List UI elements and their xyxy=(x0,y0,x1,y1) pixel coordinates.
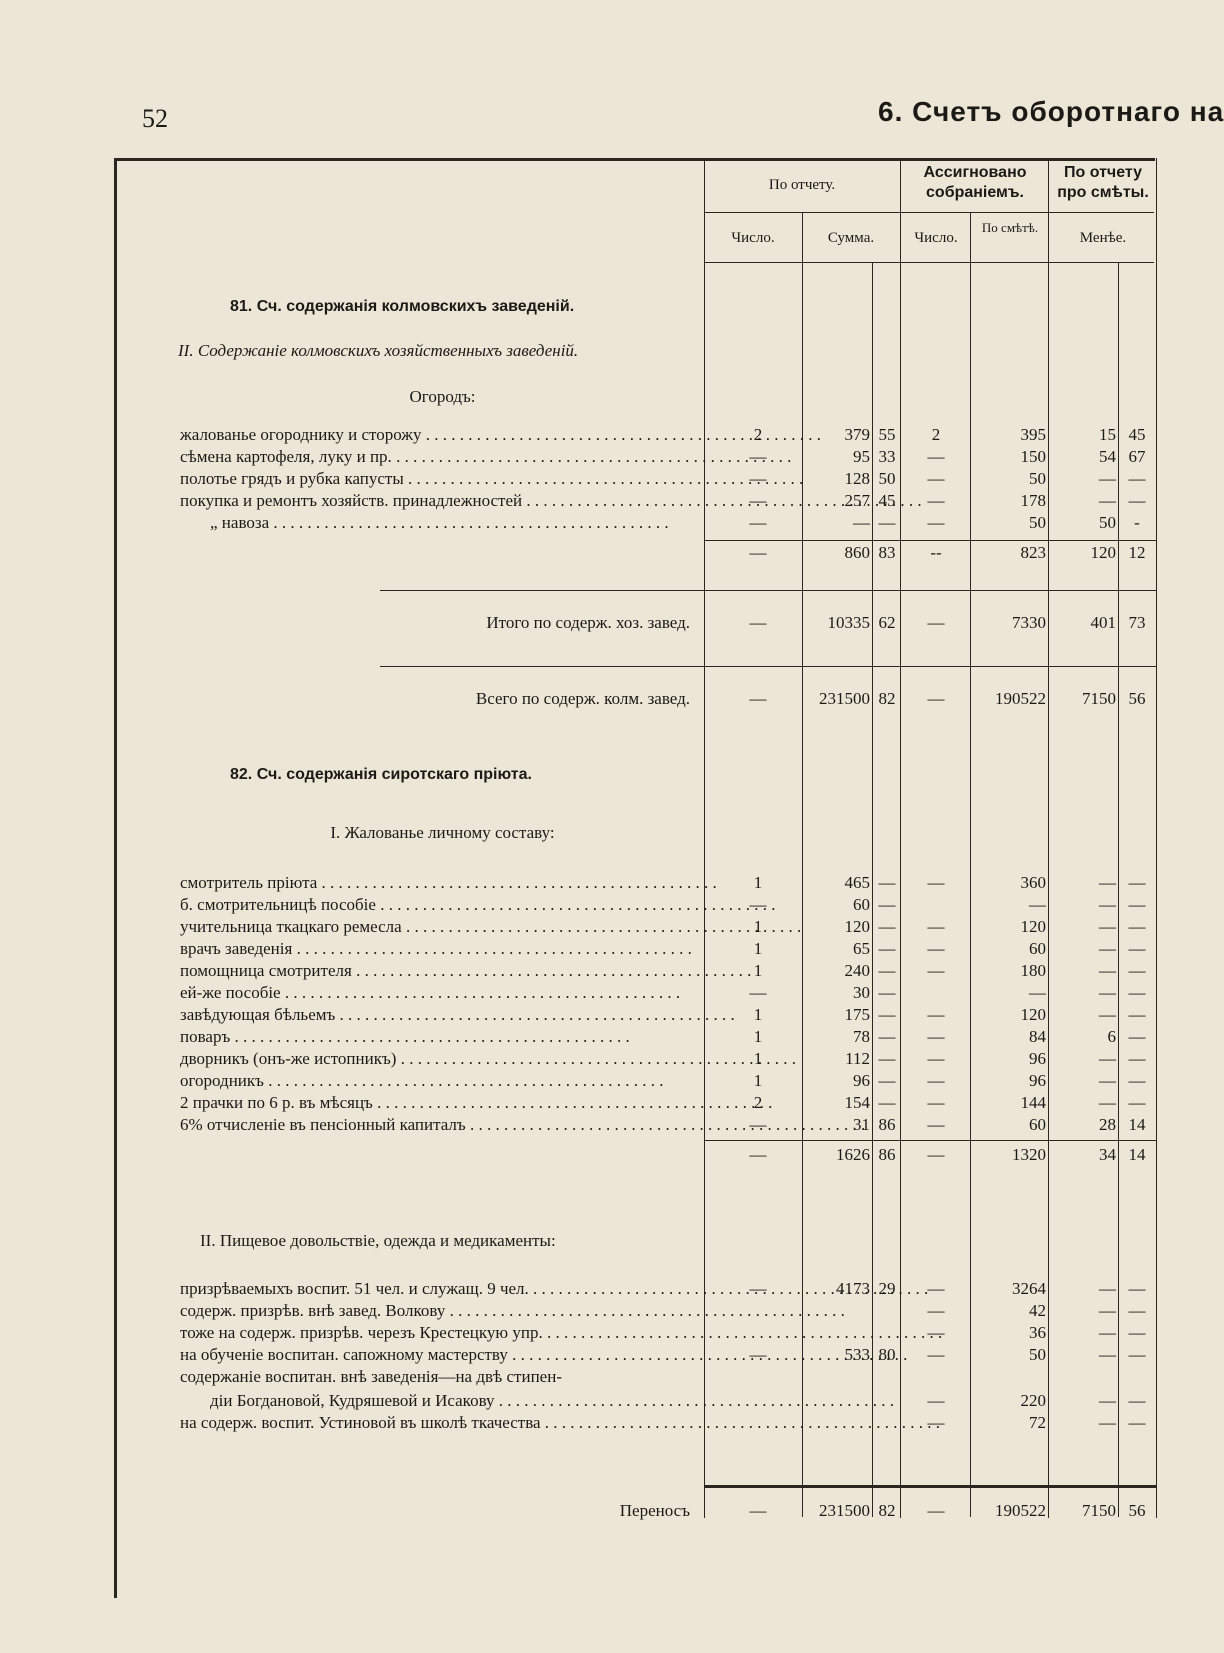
cell-kop1: — xyxy=(878,961,896,980)
cell-kop1: — xyxy=(878,1027,896,1046)
header-menee: Менѣе. xyxy=(1079,230,1127,246)
cell-rub3: — xyxy=(1099,1093,1116,1112)
row-label: Итого по содерж. хоз. завед. xyxy=(486,613,690,632)
cell-rub3: 34 xyxy=(1099,1145,1116,1164)
cell-rub3: — xyxy=(1099,491,1116,510)
cell-sum2: 60 xyxy=(1029,939,1046,958)
row-smotritel xyxy=(0,872,1184,894)
cell-num1: 1 xyxy=(753,1005,763,1024)
cell-rub1: 30 xyxy=(853,983,870,1002)
row-label: сѣмена картофеля, луку и пр. . . . xyxy=(180,446,705,468)
cell-num2: — xyxy=(927,1071,945,1090)
cell-num1: — xyxy=(749,689,767,708)
cell-kop3: — xyxy=(1128,961,1146,980)
cell-sum2: 823 xyxy=(1020,543,1046,562)
cell-num1: 2 xyxy=(753,1093,763,1112)
cell-num2: — xyxy=(927,873,945,892)
cell-kop3: — xyxy=(1128,873,1146,892)
cell-sum2: 60 xyxy=(1029,1115,1046,1134)
cell-kop1: 33 xyxy=(878,447,896,466)
cell-num2: — xyxy=(927,1301,945,1320)
cell-num2: — xyxy=(927,1279,945,1298)
cell-sum2: 190522 xyxy=(995,1501,1046,1520)
cell-num2: — xyxy=(927,1391,945,1410)
cell-num1: — xyxy=(749,543,767,562)
heading-81 xyxy=(0,296,1184,318)
cell-kop3: 14 xyxy=(1128,1115,1146,1134)
cell-rub1: 175 xyxy=(844,1005,870,1024)
cell-rub3: — xyxy=(1099,1071,1116,1090)
cell-kop1: 62 xyxy=(878,613,896,632)
cell-sum2: 50 xyxy=(1029,513,1046,532)
table-top-rule xyxy=(115,158,1155,161)
row-vsego-kolm xyxy=(0,688,1184,710)
row-label: смотритель пріюта . . . xyxy=(180,872,705,894)
cell-kop3: 73 xyxy=(1128,613,1146,632)
cell-num1: — xyxy=(749,613,767,632)
row-label: 82. Сч. содержанія сиротскаго пріюта. xyxy=(230,766,532,783)
cell-kop1: 82 xyxy=(878,689,896,708)
cell-num2: — xyxy=(927,917,945,936)
row-label: на содерж. воспит. Устиновой въ школѣ ткачества . . . xyxy=(180,1412,705,1434)
cell-sum2: 96 xyxy=(1029,1049,1046,1068)
cell-rub3: 6 xyxy=(1107,1027,1116,1046)
row-label: врачъ заведенія . . . xyxy=(180,938,705,960)
row-stipendii-1 xyxy=(0,1366,1184,1388)
cell-rub3: — xyxy=(1099,1279,1116,1298)
cell-num2: — xyxy=(927,513,945,532)
row-povar xyxy=(0,1026,1184,1048)
cell-rub3: — xyxy=(1099,895,1116,914)
cell-rub1: 231500 xyxy=(819,689,870,708)
cell-num2: — xyxy=(927,1049,945,1068)
cell-num1: — xyxy=(749,513,767,532)
cell-kop1: — xyxy=(878,513,896,532)
subtotal-rule-2 xyxy=(380,590,1156,591)
cell-num1: — xyxy=(749,491,767,510)
row-label: 81. Сч. содержанія колмовскихъ заведеній. xyxy=(230,298,575,315)
cell-rub1: 154 xyxy=(844,1093,870,1112)
row-label: призрѣваемыхъ воспит. 51 чел. и служащ. 9 чел. . . . xyxy=(180,1278,705,1300)
cell-sum2: 36 xyxy=(1029,1323,1046,1342)
row-navoz xyxy=(0,512,1184,534)
cell-kop1: — xyxy=(878,873,896,892)
row-label: II. Содержаніе колмовскихъ хозяйственныхъ заведеній. xyxy=(178,341,579,360)
row-label: діи Богдановой, Кудряшевой и Исакову . . . xyxy=(210,1390,735,1412)
cell-num2: — xyxy=(927,469,945,488)
header-chislo2: Число. xyxy=(914,230,958,246)
row-label: помощница смотрителя . . . xyxy=(180,960,705,982)
cell-num1: 1 xyxy=(753,939,763,958)
cell-kop1: 29 xyxy=(878,1279,896,1298)
cell-rub3: 7150 xyxy=(1082,1501,1116,1520)
row-prachki xyxy=(0,1092,1184,1114)
header-summa: Сумма. xyxy=(827,230,875,246)
row-perenos xyxy=(0,1500,1184,1522)
cell-num2: — xyxy=(927,689,945,708)
cell-kop1: — xyxy=(878,983,896,1002)
cell-sum2: 7330 xyxy=(1012,613,1046,632)
cell-rub1: 240 xyxy=(844,961,870,980)
row-pomoshnica xyxy=(0,960,1184,982)
cell-rub1: 95 xyxy=(853,447,870,466)
cell-rub1: 860 xyxy=(844,543,870,562)
heading-82 xyxy=(0,764,1184,786)
cell-rub1: 112 xyxy=(845,1049,870,1068)
cell-num1: — xyxy=(749,1115,767,1134)
cell-num2: — xyxy=(927,1027,945,1046)
cell-num2: 2 xyxy=(931,425,941,444)
row-uchitelnica xyxy=(0,916,1184,938)
cell-rub3: 54 xyxy=(1099,447,1116,466)
cell-sum2: 50 xyxy=(1029,469,1046,488)
cell-rub3: — xyxy=(1099,1323,1116,1342)
row-prizrevaemyh xyxy=(0,1278,1184,1300)
row-zaveduyushaya xyxy=(0,1004,1184,1026)
cell-rub1: 96 xyxy=(853,1071,870,1090)
page-number: 52 xyxy=(142,104,168,133)
cell-rub1: 65 xyxy=(853,939,870,958)
cell-rub1: 120 xyxy=(844,917,870,936)
cell-rub1: 60 xyxy=(853,895,870,914)
cell-rub3: — xyxy=(1099,1413,1116,1432)
cell-num1: — xyxy=(749,469,767,488)
cell-rub1: 78 xyxy=(853,1027,870,1046)
row-label: покупка и ремонтъ хозяйств. принадлежностей . . . xyxy=(180,490,705,512)
cell-rub3: — xyxy=(1099,1391,1116,1410)
cell-kop1: — xyxy=(878,939,896,958)
cell-num2: — xyxy=(927,1145,945,1164)
cell-num1: — xyxy=(749,1345,767,1364)
cell-rub3: — xyxy=(1099,1049,1116,1068)
cell-num1: — xyxy=(749,1145,767,1164)
subtotal-rule-1 xyxy=(704,540,1156,541)
cell-num1: 1 xyxy=(753,1071,763,1090)
row-subtotal-zhalovanie xyxy=(0,1144,1184,1166)
cell-num1: 1 xyxy=(753,917,763,936)
cell-num1: 1 xyxy=(753,961,763,980)
row-ustinovoy xyxy=(0,1412,1184,1434)
cell-rub3: — xyxy=(1099,873,1116,892)
cell-kop3: 67 xyxy=(1128,447,1146,466)
row-volkovu xyxy=(0,1300,1184,1322)
cell-kop1: 86 xyxy=(878,1145,896,1164)
cell-num1: 1 xyxy=(753,873,763,892)
row-otchislenie xyxy=(0,1114,1184,1136)
subheading-hoz xyxy=(0,340,1184,362)
cell-kop3: — xyxy=(1128,983,1146,1002)
row-label: 2 прачки по 6 р. въ мѣсяцъ . . . xyxy=(180,1092,705,1114)
row-label: I. Жалованье личному составу: xyxy=(330,823,555,842)
cell-rub1: 4173 xyxy=(836,1279,870,1298)
header-po-otchetu: По отчету. xyxy=(768,177,836,193)
cell-kop1: 82 xyxy=(878,1501,896,1520)
cell-kop1: 80 xyxy=(878,1345,896,1364)
row-label: тоже на содерж. призрѣв. черезъ Крестецкую упр. . . . xyxy=(180,1322,705,1344)
cell-kop1: — xyxy=(878,917,896,936)
row-label: б. смотрительницѣ пособіе . . . xyxy=(180,894,705,916)
cell-sum2: 3264 xyxy=(1012,1279,1046,1298)
cell-kop3: — xyxy=(1128,1301,1146,1320)
cell-rub3: 15 xyxy=(1099,425,1116,444)
cell-sum2: 178 xyxy=(1020,491,1046,510)
subheading-zhalovanie xyxy=(0,822,1184,844)
row-krestetskaya xyxy=(0,1322,1184,1344)
cell-rub3: — xyxy=(1099,917,1116,936)
header-chislo: Число. xyxy=(731,230,775,246)
cell-kop3: 45 xyxy=(1128,425,1146,444)
row-stipendii-2 xyxy=(0,1390,1184,1412)
cell-sum2: 395 xyxy=(1020,425,1046,444)
cell-rub1: 10335 xyxy=(827,613,870,632)
page-title: 6. Счетъ оборотнаго на xyxy=(878,96,1224,127)
cell-num2: — xyxy=(927,1005,945,1024)
subtotal-rule-3 xyxy=(380,666,1156,667)
cell-rub3: — xyxy=(1099,1345,1116,1364)
row-label: Всего по содерж. колм. завед. xyxy=(475,689,690,708)
cell-rub3: — xyxy=(1099,1005,1116,1024)
cell-rub1: 128 xyxy=(844,469,870,488)
cell-kop3: — xyxy=(1128,1279,1146,1298)
cell-sum2: — xyxy=(1029,895,1046,914)
cell-sum2: 360 xyxy=(1020,873,1046,892)
row-label: на обученіе воспитан. сапожному мастерству . . . xyxy=(180,1344,705,1366)
cell-kop3: — xyxy=(1128,1413,1146,1432)
cell-kop3: — xyxy=(1128,1027,1146,1046)
row-label: огородникъ . . . xyxy=(180,1070,705,1092)
carry-rule xyxy=(704,1485,1156,1488)
subtotal-rule-4 xyxy=(704,1140,1156,1141)
cell-kop3: — xyxy=(1128,939,1146,958)
cell-rub3: — xyxy=(1099,1301,1116,1320)
cell-kop3: 56 xyxy=(1128,689,1146,708)
cell-sum2: 120 xyxy=(1020,917,1046,936)
cell-num2: — xyxy=(927,447,945,466)
cell-kop3: 56 xyxy=(1128,1501,1146,1520)
cell-kop1: — xyxy=(878,1093,896,1112)
cell-num1: — xyxy=(749,895,767,914)
cell-kop1: 50 xyxy=(878,469,896,488)
cell-sum2: — xyxy=(1029,983,1046,1002)
row-posobie xyxy=(0,894,1184,916)
row-label: завѣдующая бѣльемъ . . . xyxy=(180,1004,705,1026)
cell-rub3: 28 xyxy=(1099,1115,1116,1134)
cell-num2: -- xyxy=(930,543,942,562)
cell-sum2: 180 xyxy=(1020,961,1046,980)
row-sapozhnoe xyxy=(0,1344,1184,1366)
cell-num1: — xyxy=(749,1501,767,1520)
cell-rub1: 533 xyxy=(844,1345,870,1364)
cell-num1: 2 xyxy=(753,425,763,444)
cell-sum2: 50 xyxy=(1029,1345,1046,1364)
row-label: учительница ткацкаго ремесла . . . xyxy=(180,916,705,938)
cell-kop1: — xyxy=(878,1005,896,1024)
cell-num1: 1 xyxy=(753,1027,763,1046)
cell-num2: — xyxy=(927,1345,945,1364)
cell-num2: — xyxy=(927,939,945,958)
header-po-smete: По смѣтѣ. xyxy=(981,220,1039,235)
cell-rub3: — xyxy=(1099,469,1116,488)
row-label: содерж. призрѣв. внѣ завед. Волкову . . . xyxy=(180,1300,705,1322)
cell-rub1: 257 xyxy=(844,491,870,510)
cell-num1: — xyxy=(749,447,767,466)
cell-kop3: 12 xyxy=(1128,543,1146,562)
cell-num1: — xyxy=(749,983,767,1002)
cell-rub1: 465 xyxy=(844,873,870,892)
cell-kop3: — xyxy=(1128,1391,1146,1410)
cell-kop3: — xyxy=(1128,895,1146,914)
cell-kop3: — xyxy=(1128,1093,1146,1112)
cell-rub3: 7150 xyxy=(1082,689,1116,708)
cell-kop1: — xyxy=(878,1049,896,1068)
cell-kop3: — xyxy=(1128,1005,1146,1024)
cell-sum2: 220 xyxy=(1020,1391,1046,1410)
cell-rub3: — xyxy=(1099,983,1116,1002)
cell-num1: — xyxy=(749,1279,767,1298)
cell-sum2: 150 xyxy=(1020,447,1046,466)
cell-rub3: 401 xyxy=(1090,613,1116,632)
row-vrach xyxy=(0,938,1184,960)
cell-kop3: — xyxy=(1128,491,1146,510)
cell-kop1: 83 xyxy=(878,543,896,562)
cell-kop3: 14 xyxy=(1128,1145,1146,1164)
cell-rub1: 31 xyxy=(853,1115,870,1134)
cell-rub1: 231500 xyxy=(819,1501,870,1520)
cell-sum2: 120 xyxy=(1020,1005,1046,1024)
cell-kop1: 86 xyxy=(878,1115,896,1134)
row-label: дворникъ (онъ-же истопникъ) . . . xyxy=(180,1048,705,1070)
cell-rub1: 379 xyxy=(844,425,870,444)
row-label: содержаніе воспитан. внѣ заведенія—на двѣ стипен- xyxy=(180,1367,562,1386)
cell-num2: — xyxy=(927,613,945,632)
row-semena xyxy=(0,446,1184,468)
row-ogorodnik xyxy=(0,424,1184,446)
cell-num2: — xyxy=(927,1093,945,1112)
row-dvornik xyxy=(0,1048,1184,1070)
header-mid-rule xyxy=(704,212,1154,213)
cell-rub1: — xyxy=(853,513,870,532)
row-pokupka xyxy=(0,490,1184,512)
cell-sum2: 190522 xyxy=(995,689,1046,708)
cell-sum2: 1320 xyxy=(1012,1145,1046,1164)
cell-sum2: 72 xyxy=(1029,1413,1046,1432)
cell-rub3: — xyxy=(1099,939,1116,958)
header-bottom-rule xyxy=(704,262,1154,263)
row-label: Огородъ: xyxy=(409,387,476,406)
cell-rub3: 50 xyxy=(1099,513,1116,532)
cell-kop1: 55 xyxy=(878,425,896,444)
cell-num2: — xyxy=(927,1115,945,1134)
row-itogo-hoz xyxy=(0,612,1184,634)
subheading-pishchevoe xyxy=(0,1230,1184,1252)
cell-num2: — xyxy=(927,961,945,980)
cell-sum2: 42 xyxy=(1029,1301,1046,1320)
header-assignovano: Ассигновано собраніемъ. xyxy=(923,164,1027,201)
row-ogorodnik2 xyxy=(0,1070,1184,1092)
row-ee-posobie xyxy=(0,982,1184,1004)
cell-num1: 1 xyxy=(753,1049,763,1068)
cell-kop1: 45 xyxy=(878,491,896,510)
header-po-otchetu-pro: По отчету про смѣты. xyxy=(1057,164,1149,201)
cell-num2: — xyxy=(927,1501,945,1520)
cell-num2: — xyxy=(927,1323,945,1342)
row-label: жалованье огороднику и сторожу . . . xyxy=(180,424,705,446)
cell-kop3: — xyxy=(1128,917,1146,936)
row-label: 6% отчисленіе въ пенсіонный капиталъ . . . xyxy=(180,1114,705,1136)
cell-rub3: 120 xyxy=(1090,543,1116,562)
row-subtotal-ogorod xyxy=(0,542,1184,564)
cell-kop3: — xyxy=(1128,469,1146,488)
cell-sum2: 144 xyxy=(1020,1093,1046,1112)
cell-kop1: — xyxy=(878,1071,896,1090)
cell-kop1: — xyxy=(878,895,896,914)
row-label: полотье грядъ и рубка капусты . . . xyxy=(180,468,705,490)
row-label: ей-же пособіе . . . xyxy=(180,982,705,1004)
row-label: „ навоза . . . xyxy=(210,512,735,534)
cell-kop3: — xyxy=(1128,1323,1146,1342)
cell-kop3: — xyxy=(1128,1345,1146,1364)
row-label: II. Пищевое довольствіе, одежда и медикаменты: xyxy=(200,1231,556,1250)
row-label: Переносъ xyxy=(619,1501,690,1520)
row-label: поваръ . . . xyxy=(180,1026,705,1048)
cell-num2: — xyxy=(927,491,945,510)
cell-sum2: 96 xyxy=(1029,1071,1046,1090)
cell-kop3: — xyxy=(1128,1071,1146,1090)
cell-kop3: — xyxy=(1128,1049,1146,1068)
ogorod-label xyxy=(0,386,1184,408)
cell-kop3: - xyxy=(1134,513,1140,532)
cell-sum2: 84 xyxy=(1029,1027,1046,1046)
cell-rub3: — xyxy=(1099,961,1116,980)
cell-num2: — xyxy=(927,1413,945,1432)
cell-rub1: 1626 xyxy=(836,1145,870,1164)
row-polote xyxy=(0,468,1184,490)
